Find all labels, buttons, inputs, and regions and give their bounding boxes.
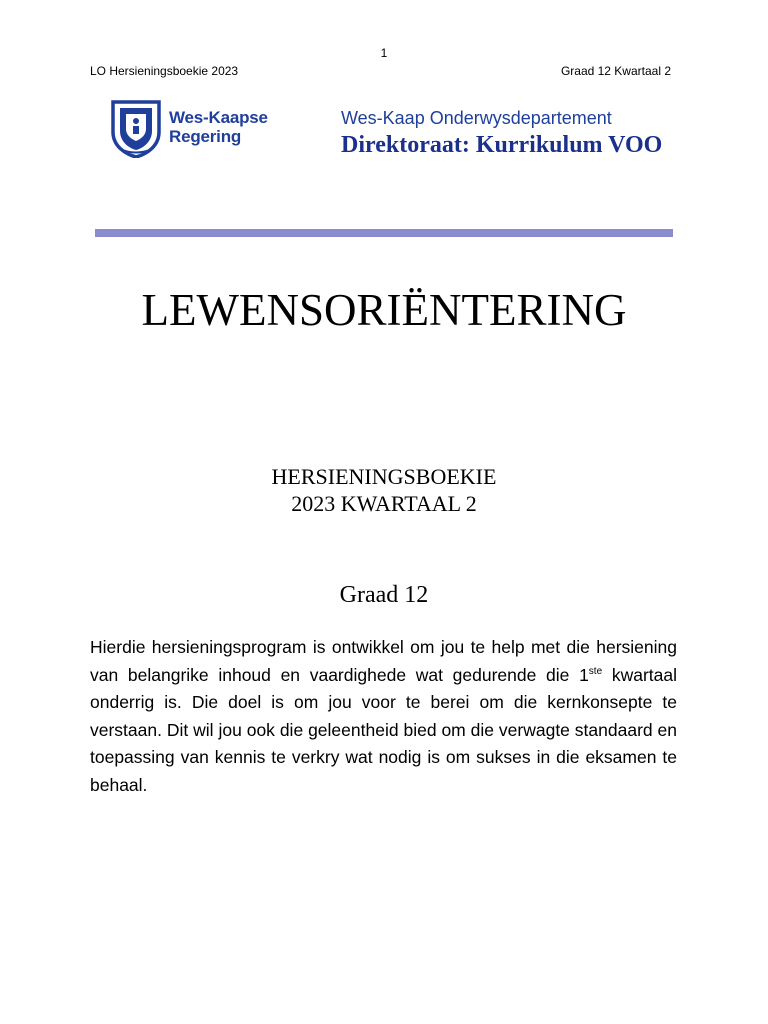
intro-text-part2: kwartaal onderrig is. Die doel is om jou voor te berei om die kernkonsepte te verstaan. Dit wil jou ook die geleentheid bied om die verwagte standaard en toepassing van kennis te verkry wat nodig is om sukses in die eksamen te behaal. [90, 664, 677, 795]
page-number: 1 [380, 46, 388, 60]
subtitle-line1: HERSIENINGSBOEKIE [271, 464, 497, 489]
logo-text-line1: Wes-Kaapse [169, 108, 268, 127]
intro-text-part1: Hierdie hersieningsprogram is ontwikkel om jou te help met die hersiening van belangrike inhoud en vaardighede wat gedurende die 1 [90, 637, 677, 685]
subtitle-line2: 2023 KWARTAAL 2 [291, 491, 477, 516]
directorate-name: Direktoraat: Kurrikulum VOO [341, 132, 663, 158]
main-title: LEWENSORIËNTERING [141, 285, 627, 335]
subtitle [0, 463, 768, 517]
department-name: Wes-Kaap Onderwysdepartement [341, 108, 612, 128]
logo-text [169, 108, 268, 146]
header-left-text: LO Hersieningsboekie 2023 [90, 64, 239, 78]
intro-paragraph [90, 634, 677, 799]
coat-of-arms-icon [107, 98, 165, 158]
header-divider [95, 229, 673, 237]
ordinal-superscript: ste [588, 665, 603, 677]
header-right-text: Graad 12 Kwartaal 2 [560, 64, 671, 78]
grade-heading: Graad 12 [339, 582, 429, 608]
logo-text-line2: Regering [169, 127, 242, 146]
